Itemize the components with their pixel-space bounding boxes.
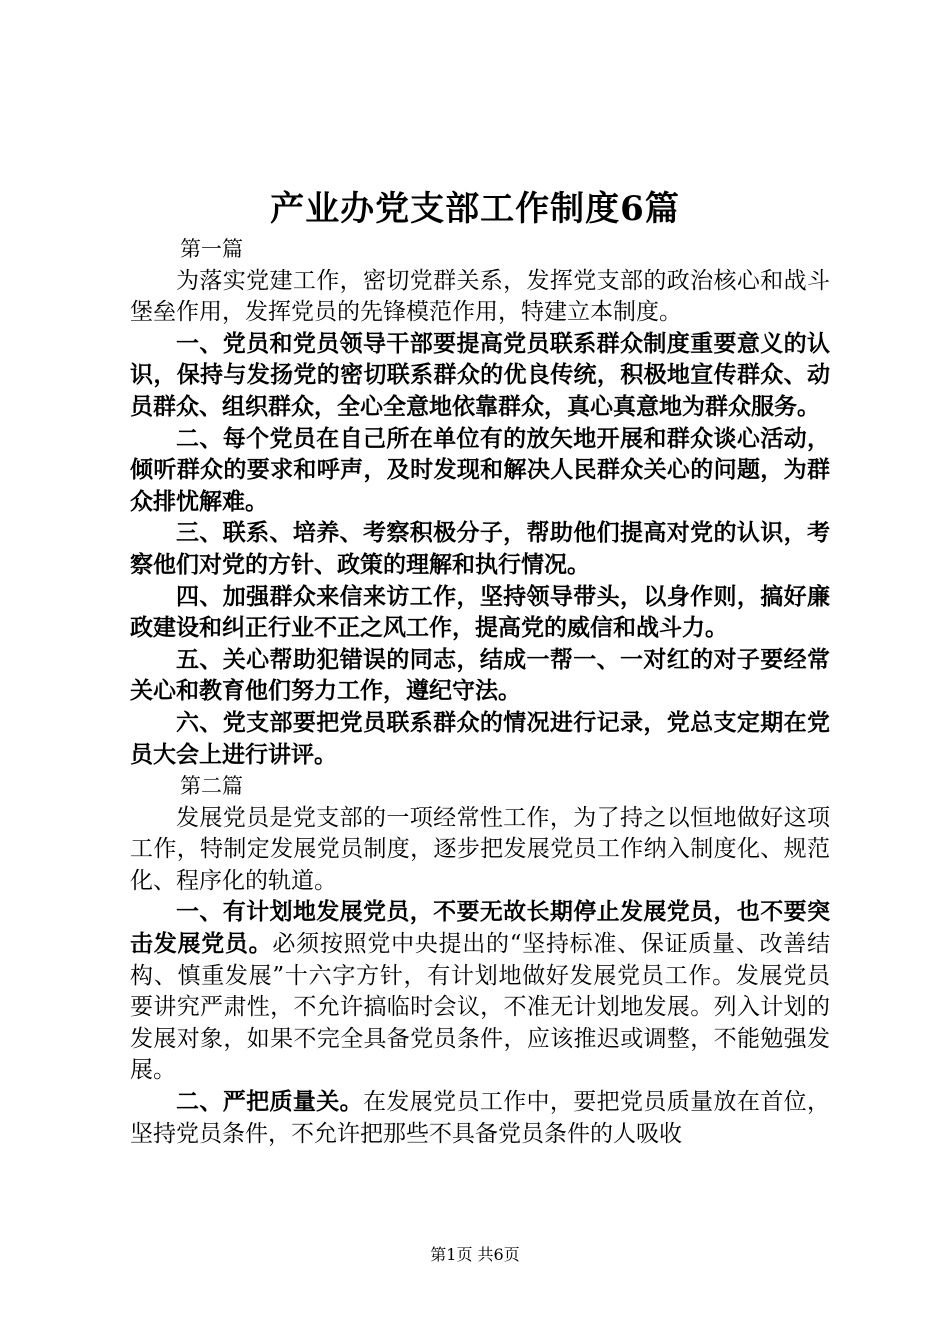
section-heading: 第二篇: [180, 774, 243, 799]
body-paragraph: [130, 518, 830, 581]
paragraph-lead: 五、关心帮助犯错误的同志，结成一帮一、一对红的对子要经常关心和教育他们努力工作，遵纪守法。: [130, 646, 830, 705]
document-body: [130, 234, 830, 1150]
paragraph-lead: 六、党支部要把党员联系群众的情况进行记录，党总支定期在党员大会上进行讲评。: [130, 709, 830, 768]
body-paragraph: [130, 897, 830, 1087]
paragraph-text: 发展党员是党支部的一项经常性工作，为了持之以恒地做好这项工作，特制定发展党员制度，逐步把发展党员工作纳入制度化、规范化、程序化的轨道。: [130, 804, 830, 894]
body-paragraph: [130, 582, 830, 645]
body-paragraph: [130, 329, 830, 424]
paragraph-lead: 一、有计划地发展党员，不要无故长期停止发展党员，也不要突击发展党员。: [130, 899, 830, 958]
paragraph-text: 为落实党建工作，密切党群关系，发挥党支部的政治核心和战斗堡垒作用，发挥党员的先锋模范作用，特建立本制度。: [130, 267, 830, 326]
document-title: 产业办党支部工作制度6篇: [270, 189, 680, 229]
page-footer: 第1页 共6页: [430, 1245, 520, 1264]
paragraph-lead: 二、严把质量关。: [176, 1089, 363, 1116]
body-paragraph: [130, 803, 830, 898]
paragraph-lead: 二、每个党员在自己所在单位有的放矢地开展和群众谈心活动，倾听群众的要求和呼声，及时发现和解决人民群众关心的问题，为群众排忧解难。: [130, 425, 830, 515]
body-paragraph: [130, 1087, 830, 1150]
section-heading: 第一篇: [180, 237, 243, 261]
paragraph-lead: 一、党员和党员领导干部要提高党员联系群众制度重要意义的认识，保持与发扬党的密切联系群众的优良传统，积极地宣传群众、动员群众、组织群众，全心全意地依靠群众，真心真意地为群众服务。: [130, 330, 830, 420]
paragraph-lead: 三、联系、培养、考察积极分子，帮助他们提高对党的认识，考察他们对党的方针、政策的理解和执行情况。: [130, 520, 830, 578]
paragraph-text: 必须按照党中央提出的“坚持标准、保证质量、改善结构、慎重发展”十六字方针，有计划地做好发展党员工作。发展党员要讲究严肃性，不允许搞临时会议，不准无计划地发展。列入计划的发展对象，如果不完全具备党员条件，应该推迟或调整，不能勉强发展。: [130, 931, 831, 1084]
body-paragraph: [130, 708, 830, 771]
body-paragraph: [130, 645, 830, 708]
body-paragraph: [130, 266, 830, 329]
paragraph-text: 在发展党员工作中，要把党员质量放在首位，坚持党员条件，不允许把那些不具备党员条件的人吸收: [130, 1089, 831, 1147]
body-paragraph: [130, 424, 830, 519]
paragraph-lead: 四、加强群众来信来访工作，坚持领导带头，以身作则，搞好廉政建设和纠正行业不正之风工作，提高党的威信和战斗力。: [130, 583, 830, 642]
